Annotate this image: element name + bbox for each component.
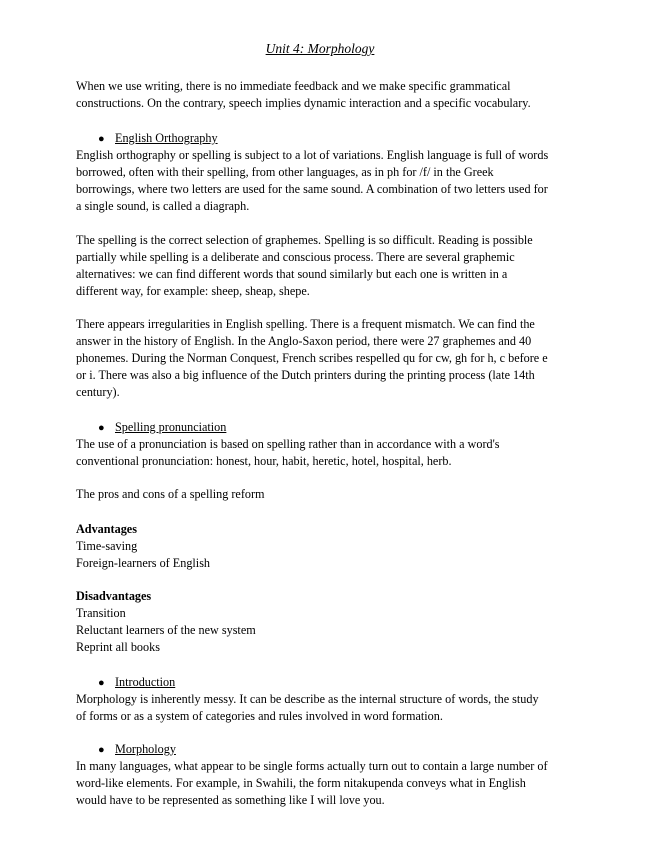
list-item: Reprint all books bbox=[76, 640, 160, 654]
section-heading: Spelling pronunciation bbox=[115, 420, 227, 434]
orthography-paragraph-1: English orthography or spelling is subject to a lot of variations. English language is full of words borrowed, often with their spelling, from other languages, as in ph for /f/ in the Greek borrowings, where two letters are used for the same sound. A combination of two letters used for a single sound, is called a diagraph. bbox=[76, 148, 549, 213]
morphology-paragraph: In many languages, what appear to be single forms actually turn out to contain a large number of word-like elements. For example, in Swahili, the form nitakupenda conveys what in English would have to be represented as something like I will love you. bbox=[76, 759, 548, 807]
section-heading: Morphology bbox=[115, 742, 176, 756]
section-heading: Introduction bbox=[115, 675, 176, 689]
introduction-paragraph: Morphology is inherently messy. It can be describe as the internal structure of words, the study of forms or as a system of categories and rules involved in word formation. bbox=[76, 692, 539, 723]
list-item: Time-saving bbox=[76, 539, 138, 553]
spelling-pronunciation-paragraph: The use of a pronunciation is based on spelling rather than in accordance with a word's conventional pronunciation: honest, hour, habit, heretic, hotel, hospital, herb. bbox=[76, 437, 500, 468]
page-title: Unit 4: Morphology bbox=[265, 41, 375, 56]
bullet-morphology bbox=[98, 741, 176, 759]
orthography-paragraph-3: There appears irregularities in English spelling. There is a frequent mismatch. We can find the answer in the history of English. In the Anglo-Saxon period, there were 27 graphemes and 40 phonemes. During the Norman Conquest, French scribes respelled qu for cw, gh for h, c before e or i. There was also a big influence of the Dutch printers during the printing process (late 14th century). bbox=[76, 317, 548, 399]
intro-paragraph: When we use writing, there is no immediate feedback and we make specific grammatical constructions. On the contrary, speech implies dynamic interaction and a specific vocabulary. bbox=[76, 79, 531, 110]
bullet-spelling-pronunciation bbox=[98, 419, 226, 437]
disadvantages-heading: Disadvantages bbox=[76, 589, 152, 603]
bullet-introduction bbox=[98, 674, 175, 692]
bullet-dot: ● bbox=[98, 677, 105, 689]
orthography-paragraph-2: The spelling is the correct selection of graphemes. Spelling is so difficult. Reading is possible partially while spelling is a deliberate and conscious process. There are several graphemic alternatives: we can find different words that sound similarly but each one is written in a different way, for example: sheep, sheap, shepe. bbox=[76, 233, 533, 298]
bullet-dot: ● bbox=[98, 422, 105, 434]
advantages-list bbox=[76, 521, 581, 572]
disadvantages-list bbox=[76, 588, 581, 656]
pros-cons-line: The pros and cons of a spelling reform bbox=[76, 487, 265, 501]
advantages-heading: Advantages bbox=[76, 522, 137, 536]
list-item: Foreign-learners of English bbox=[76, 556, 211, 570]
bullet-dot: ● bbox=[98, 133, 105, 145]
list-item: Transition bbox=[76, 606, 126, 620]
bullet-english-orthography bbox=[98, 130, 218, 148]
bullet-dot: ● bbox=[98, 744, 105, 756]
list-item: Reluctant learners of the new system bbox=[76, 623, 256, 637]
section-heading: English Orthography bbox=[115, 131, 218, 145]
